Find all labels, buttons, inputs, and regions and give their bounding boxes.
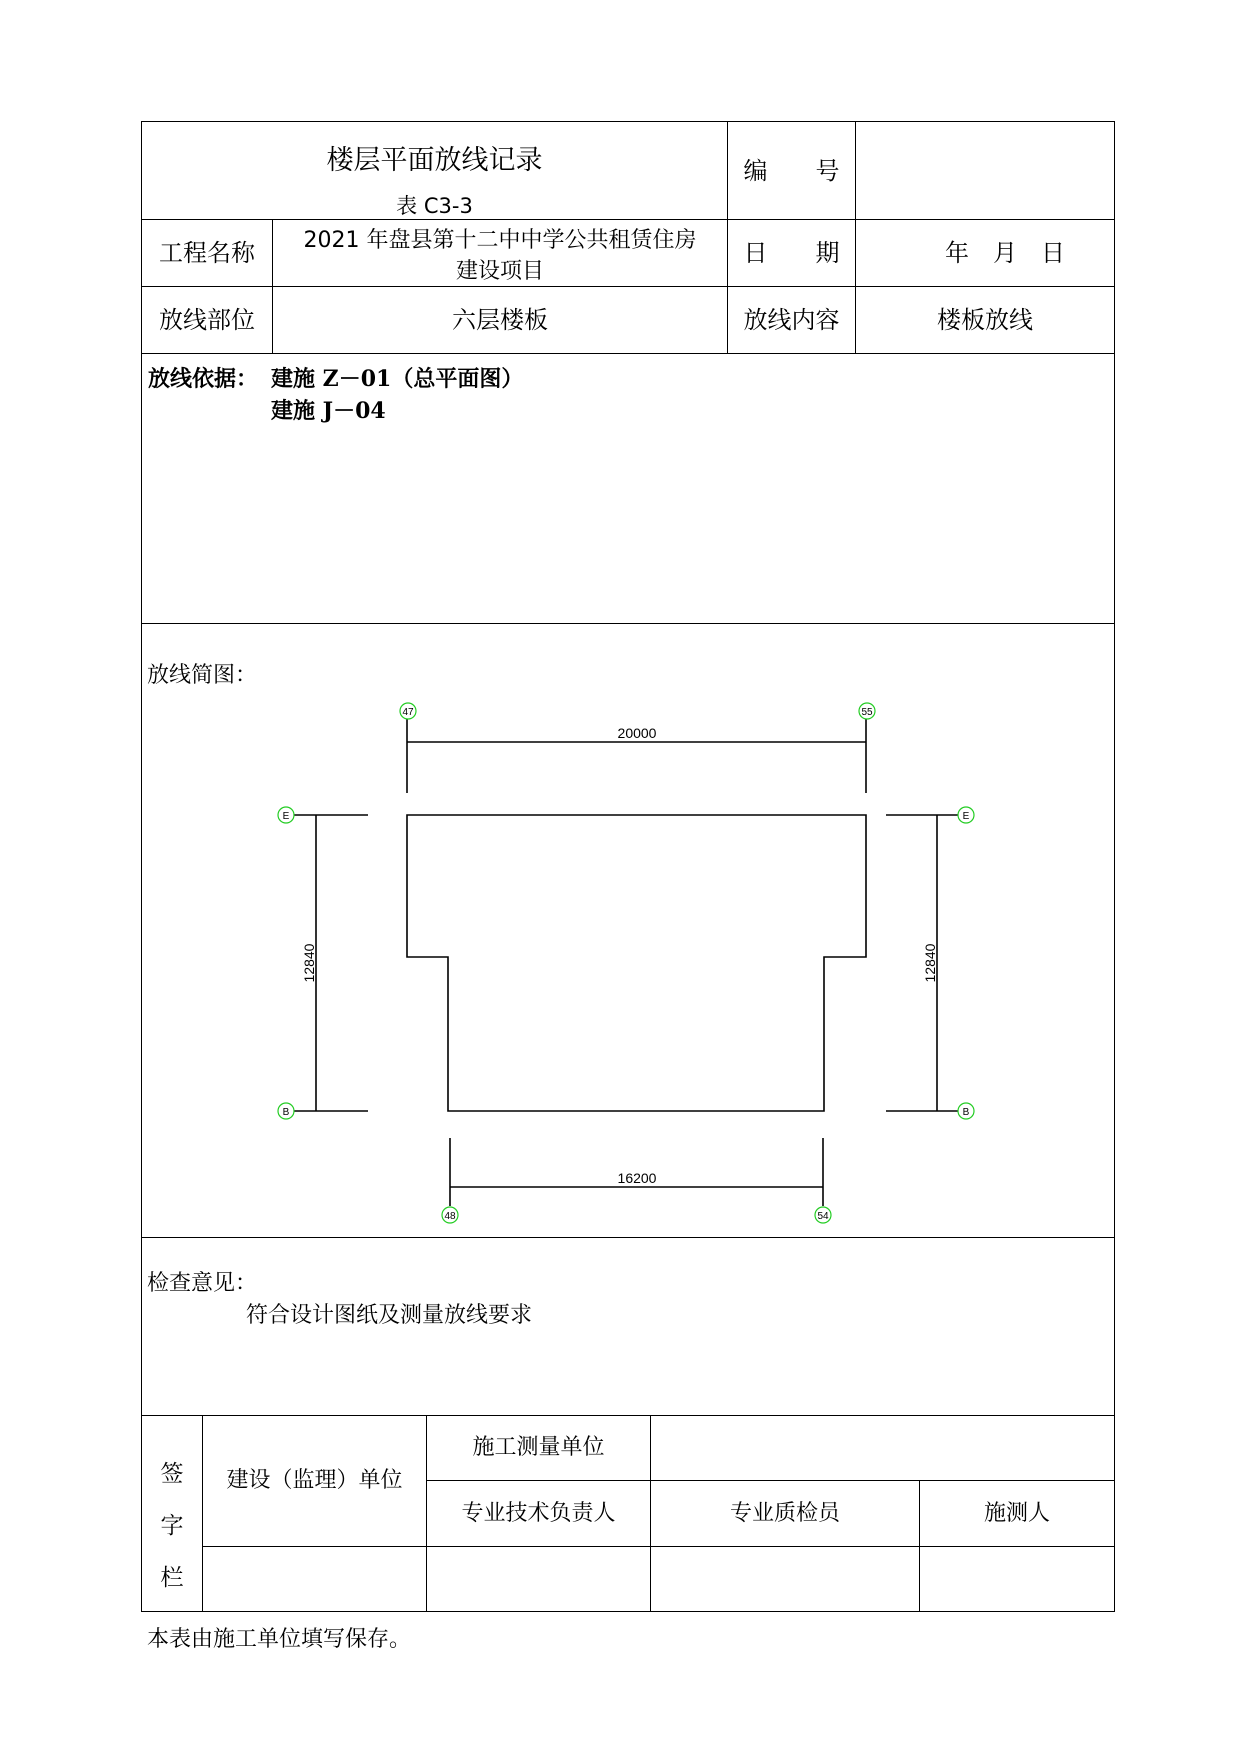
footer-note: 本表由施工单位填写保存。 bbox=[147, 1627, 412, 1652]
form-code: 表 C3-3 bbox=[396, 194, 473, 218]
axis-label-left-top: E bbox=[282, 811, 290, 822]
building-outline bbox=[407, 815, 866, 1111]
date-field[interactable]: 年 月 日 bbox=[945, 239, 1065, 267]
dim-text-bottom: 16200 bbox=[617, 1170, 657, 1186]
quality-inspector-signature-field[interactable] bbox=[651, 1547, 919, 1611]
layout-position-value: 六层楼板 bbox=[452, 306, 548, 334]
supervisor-signature-field[interactable] bbox=[203, 1547, 426, 1611]
surveyor-label: 施测人 bbox=[983, 1500, 1050, 1526]
number-label: 编 号 bbox=[743, 156, 840, 185]
project-name-line1: 2021 年盘县第十二中中学公共租赁住房 bbox=[303, 228, 697, 253]
inspection-label: 检查意见： bbox=[147, 1271, 258, 1296]
axis-label-top-right: 55 bbox=[861, 707, 873, 718]
axis-label-right-top: E bbox=[962, 811, 970, 822]
dim-text-top: 20000 bbox=[617, 725, 657, 741]
dim-text-left: 12840 bbox=[301, 943, 317, 983]
dim-text-right: 12840 bbox=[922, 943, 938, 983]
date-label: 日 期 bbox=[743, 239, 840, 267]
signature-column-char: 签 bbox=[160, 1461, 184, 1487]
layout-content-label: 放线内容 bbox=[743, 306, 840, 334]
basis-label: 放线依据： bbox=[148, 366, 259, 392]
basis-line2: 建施 J－04 bbox=[271, 398, 386, 424]
axis-label-right-bottom: B bbox=[962, 1107, 970, 1118]
axis-label-bottom-right: 54 bbox=[817, 1211, 829, 1222]
signature-column-char: 栏 bbox=[160, 1565, 184, 1591]
signature-column-char: 字 bbox=[160, 1513, 184, 1539]
quality-inspector-label: 专业质检员 bbox=[729, 1500, 840, 1526]
diagram-label: 放线简图： bbox=[147, 663, 258, 688]
project-name-label: 工程名称 bbox=[159, 239, 255, 267]
form-title: 楼层平面放线记录 bbox=[326, 145, 543, 176]
tech-lead-label: 专业技术负责人 bbox=[461, 1500, 616, 1526]
project-name-line2: 建设项目 bbox=[455, 259, 544, 284]
tech-lead-signature-field[interactable] bbox=[427, 1547, 650, 1611]
layout-content-value: 楼板放线 bbox=[937, 306, 1033, 334]
layout-position-label: 放线部位 bbox=[159, 306, 255, 334]
surveyor-signature-field[interactable] bbox=[920, 1547, 1114, 1611]
axis-label-left-bottom: B bbox=[282, 1107, 290, 1118]
survey-unit-label: 施工测量单位 bbox=[472, 1435, 605, 1460]
survey-unit-field[interactable] bbox=[651, 1416, 1114, 1480]
basis-line1: 建施 Z－01（总平面图） bbox=[271, 366, 524, 392]
axis-label-top-left: 47 bbox=[402, 707, 414, 718]
axis-label-bottom-left: 48 bbox=[444, 1211, 456, 1222]
inspection-text: 符合设计图纸及测量放线要求 bbox=[246, 1303, 533, 1328]
supervisor-unit-label: 建设（监理）单位 bbox=[226, 1468, 403, 1493]
